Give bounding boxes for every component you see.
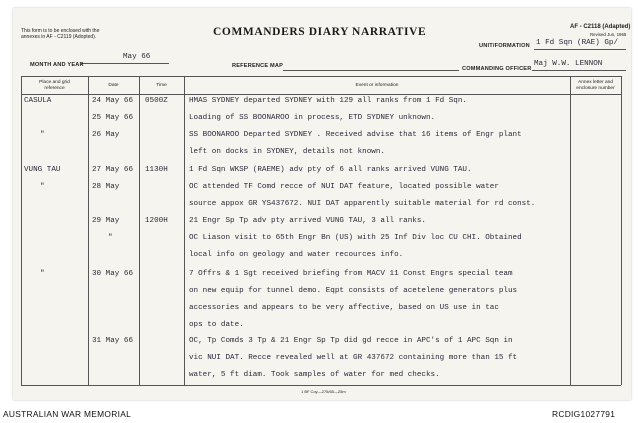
unit-value: 1 Fd Sqn (RAE) Gp/: [536, 39, 619, 47]
row-date: 26 May: [92, 131, 120, 139]
row-date: ": [108, 234, 113, 242]
row-time: 1200H: [145, 217, 168, 225]
row-date: 25 May 66: [92, 114, 134, 122]
table-right-border: [621, 76, 622, 385]
unit-underline: [534, 49, 626, 50]
column-divider-event: [570, 76, 571, 385]
row-place: CASULA: [24, 97, 52, 105]
row-place: ": [40, 270, 45, 278]
form-note-line2: annexes in AF - C2119 (Adopted).: [21, 34, 97, 40]
row-event-line: 21 Engr Sp Tp adv pty arrived VUNG TAU, 3 all ranks.: [189, 217, 426, 225]
form-note-line1: This form is to be enclosed with the: [21, 28, 100, 34]
form-code: AF - C2118 (Adapted): [570, 24, 631, 30]
column-divider-time: [184, 76, 185, 385]
officer-underline: [532, 70, 626, 71]
column-header-annex: [570, 80, 621, 91]
row-time: 1130H: [145, 166, 168, 174]
form-revised: Revised Jun, 1965: [590, 32, 627, 37]
row-event-line: water, 5 ft diam. Took samples of water for med checks.: [189, 371, 440, 379]
column-header-annex-line1: Annex letter and: [578, 80, 613, 85]
table-header-border: [21, 94, 621, 95]
column-header-place-line2: reference: [44, 85, 65, 91]
table-top-border: [21, 76, 621, 77]
row-event-line: Loading of SS BOONAROO in process, ETD SYDNEY unknown.: [189, 114, 436, 122]
column-header-date: Date: [108, 83, 119, 88]
row-place: ": [40, 131, 45, 139]
row-place: ": [40, 183, 45, 191]
column-header-place-line1: Place and grid: [39, 80, 70, 85]
row-time: 0500Z: [145, 97, 168, 105]
row-event-line: vic NUI DAT. Recce revealed well at GR 437672 containing more than 15 ft: [189, 354, 518, 362]
table-left-border: [21, 76, 22, 385]
row-event-line: OC, Tp Comds 3 Tp & 21 Engr Sp Tp did gd recce in APC's of 1 APC Sqn in: [189, 337, 513, 345]
month-value: May 66: [123, 53, 151, 61]
row-event-line: HMAS SYDNEY departed SYDNEY with 129 all ranks from 1 Fd Sqn.: [189, 97, 467, 105]
column-divider-date: [139, 76, 140, 385]
month-underline: [81, 63, 169, 64]
column-divider-place: [88, 76, 89, 385]
row-event-line: ops to date.: [189, 321, 244, 329]
caption-archive: AUSTRALIAN WAR MEMORIAL: [3, 409, 132, 419]
row-date: 24 May 66: [92, 97, 134, 105]
printer-line: 1 BF Coy—275/65—25m: [301, 389, 346, 394]
row-place: VUNG TAU: [24, 166, 61, 174]
reference-map-underline: [283, 70, 459, 71]
officer-label: COMMANDING OFFICER: [462, 66, 532, 72]
page-title: COMMANDERS DIARY NARRATIVE: [213, 26, 427, 38]
month-label: MONTH AND YEAR: [30, 62, 84, 68]
reference-map-label: REFERENCE MAP: [232, 63, 284, 69]
column-header-event: Event or information: [355, 83, 399, 88]
row-date: 29 May: [92, 217, 120, 225]
column-header-annex-line2: enclosure number: [576, 85, 615, 91]
column-header-place: [21, 80, 88, 91]
row-event-line: OC attended TF Comd recce of NUI DAT feature, located possible water: [189, 183, 499, 191]
row-date: 27 May 66: [92, 166, 134, 174]
row-event-line: left on docks in SYDNEY, details not known.: [189, 148, 385, 156]
row-date: 31 May 66: [92, 337, 134, 345]
row-event-line: source appox GR YS437672. NUI DAT apparently suitable material for rd const.: [189, 200, 536, 208]
row-event-line: 7 Offrs & 1 Sgt received briefing from MACV 11 Const Engrs special team: [189, 270, 513, 278]
row-date: 28 May: [92, 183, 120, 191]
diary-sheet: [13, 8, 631, 400]
row-date: 30 May 66: [92, 270, 134, 278]
officer-value: Maj W.W. LENNON: [534, 60, 603, 68]
row-event-line: on new equip for tunnel demo. Eqpt consists of acetelene generators plus: [189, 287, 518, 295]
row-event-line: accessories and appears to be very affective, based on US use in tac: [189, 304, 499, 312]
column-header-time: Time: [156, 83, 167, 88]
caption-record-id: RCDIG1027791: [552, 409, 616, 419]
row-event-line: SS BOONAROO Departed SYDNEY . Received advise that 16 items of Engr plant: [189, 131, 522, 139]
table-bottom-border: [21, 385, 621, 386]
row-event-line: OC Liason visit to 65th Engr Bn (US) with 25 Inf Div loc CU CHI. Obtained: [189, 234, 522, 242]
row-event-line: 1 Fd Sqn WKSP (RAEME) adv pty of 6 all ranks arrived VUNG TAU.: [189, 166, 472, 174]
unit-label: UNIT/FORMATION: [479, 43, 530, 49]
row-event-line: local info on geology and water recources info.: [189, 251, 404, 259]
